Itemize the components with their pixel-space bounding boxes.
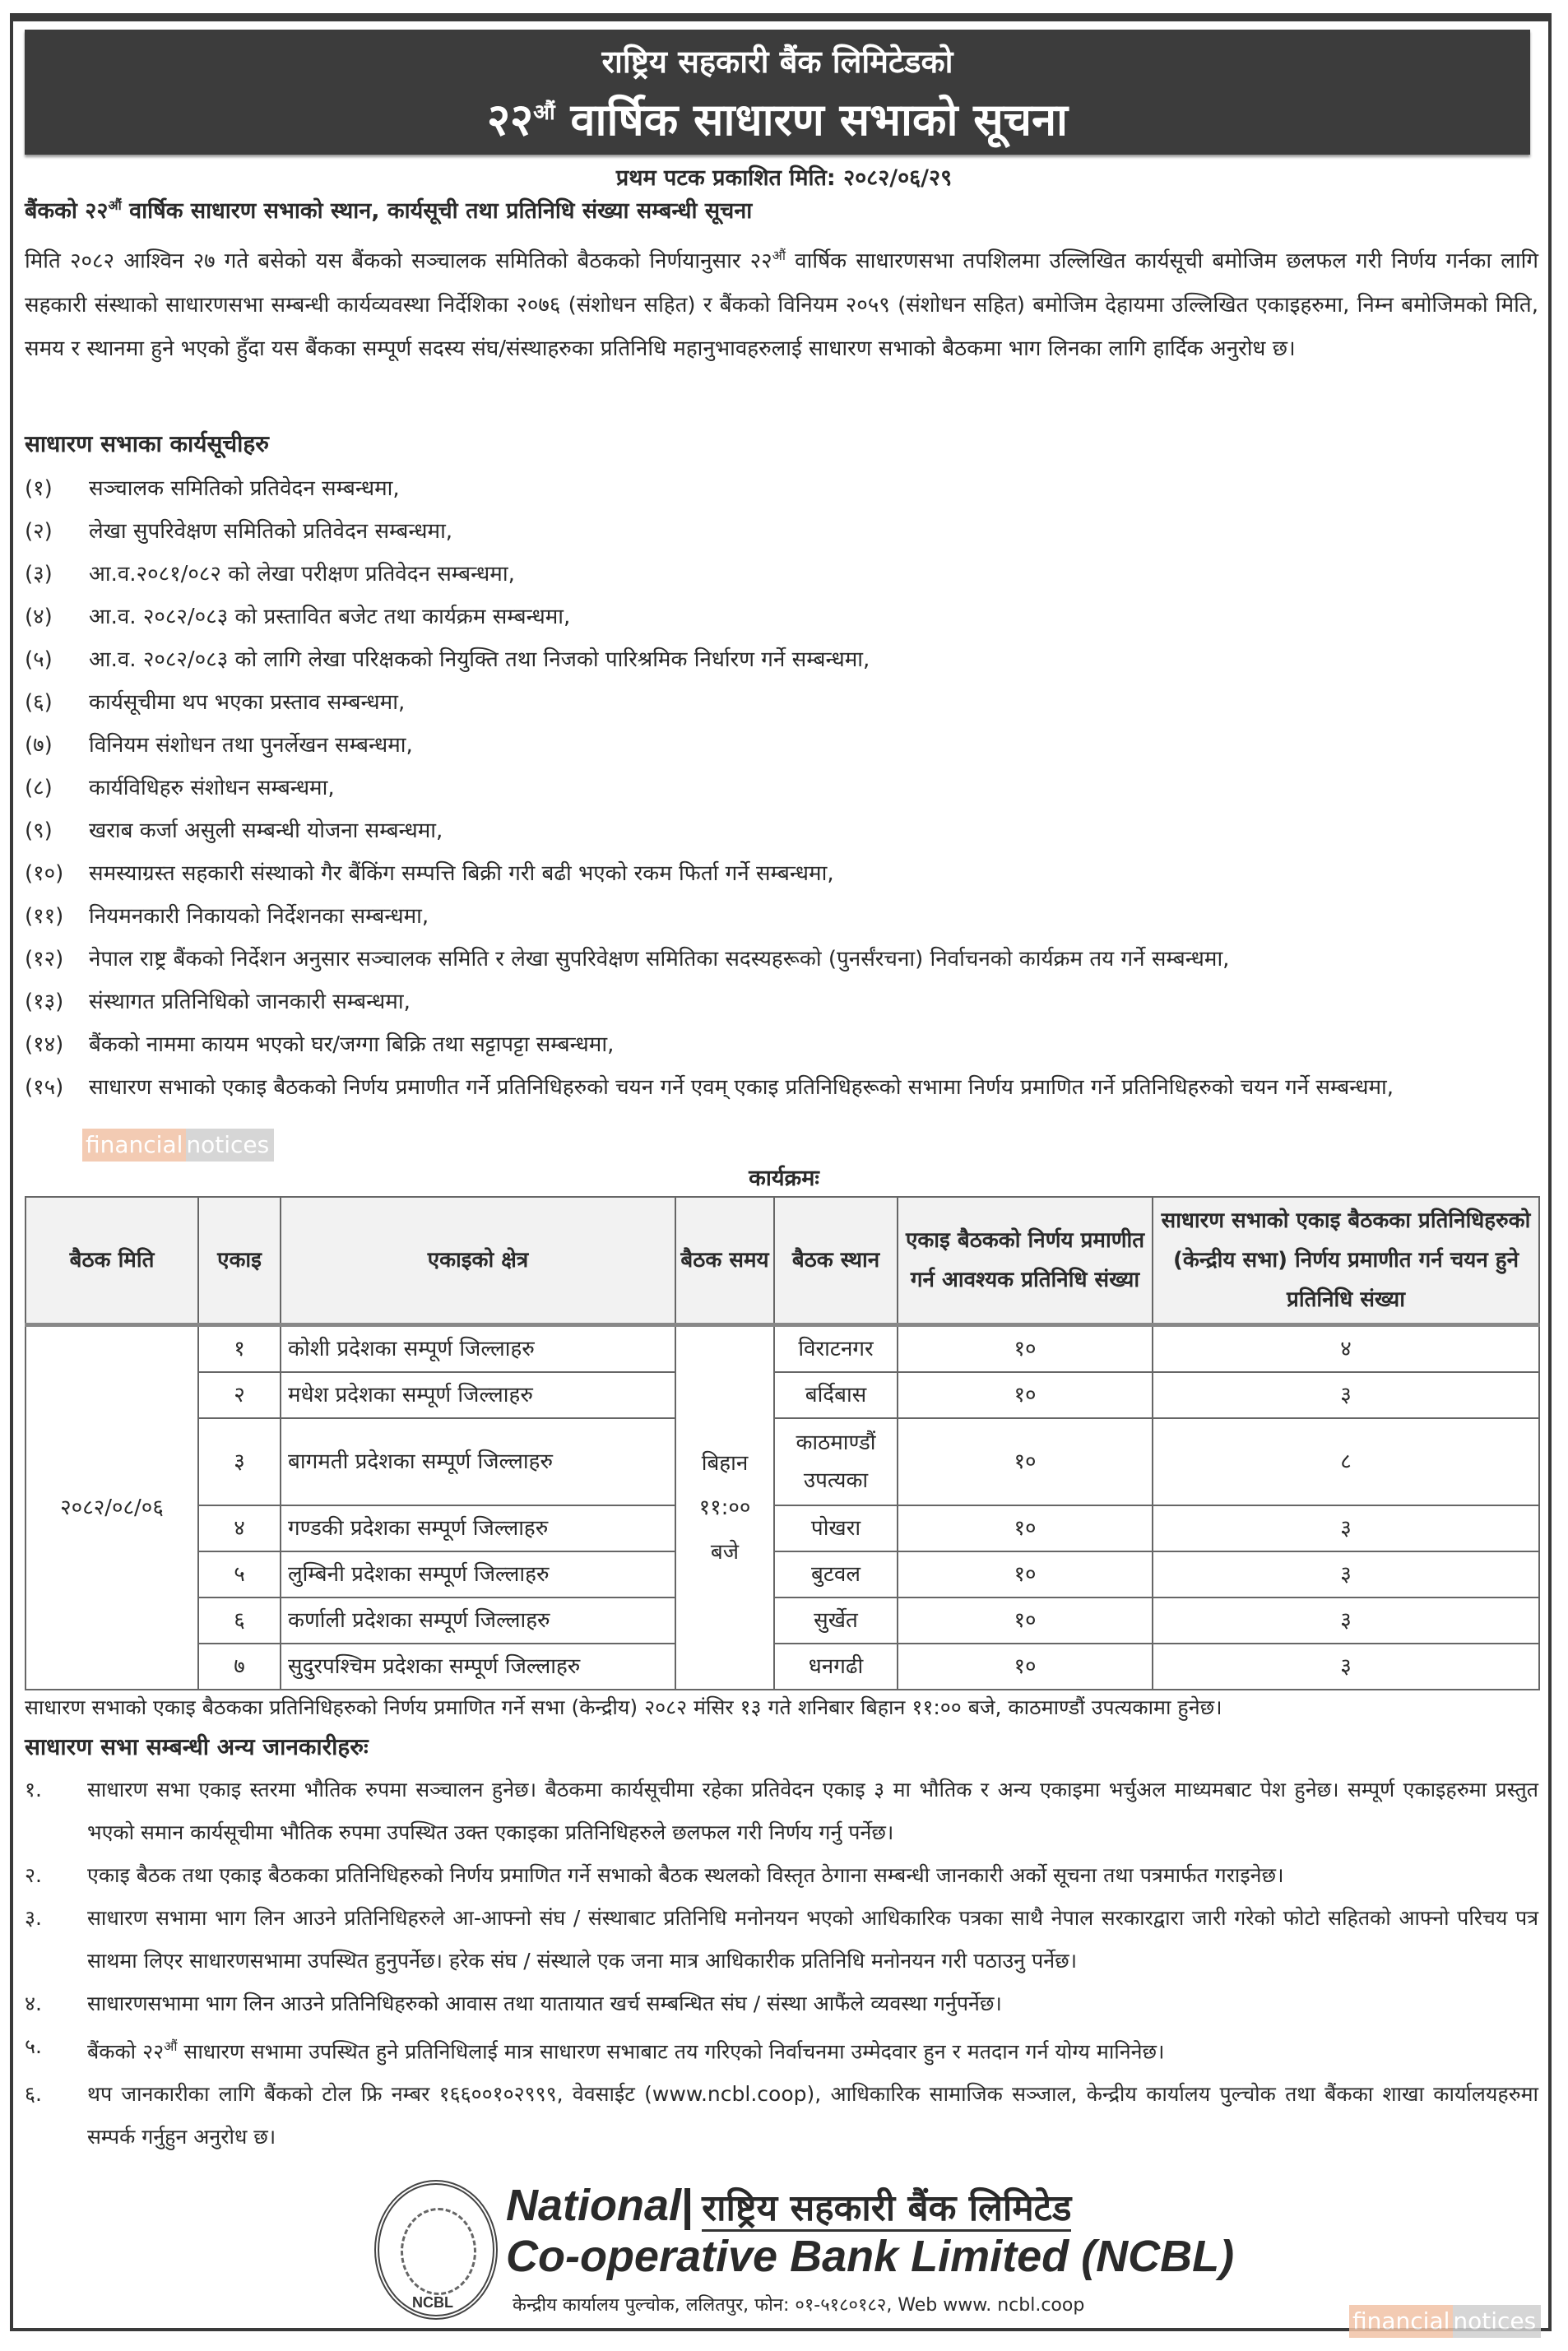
agenda-text: सञ्चालक समितिको प्रतिवेदन सम्बन्धमा, (89, 476, 400, 501)
watermark-logo (82, 1129, 274, 1162)
agenda-number: (२) (25, 519, 53, 544)
unit-cell: २ (198, 1372, 281, 1418)
agenda-text: विनियम संशोधन तथा पुनर्लेखन सम्बन्धमा, (89, 733, 413, 758)
info-text-post: साधारण सभामा उपस्थित हुने प्रतिनिधिलाई मात्र साधारण सभाबाट तय गरिएको निर्वाचनमा उम्मेदवार हुन र मतदान गर्न योग्य मानिनेछ। (177, 2039, 1165, 2064)
selected-cell: ८ (1153, 1418, 1539, 1505)
agenda-text: बैंकको नाममा कायम भएको घर/जग्गा बिक्रि तथा सट्टापट्टा सम्बन्धमा, (89, 1032, 615, 1057)
venue-cell: विराटनगर (774, 1325, 898, 1373)
agenda-list (25, 467, 1538, 1109)
agenda-text: आ.व. २०८२/०८३ को लागि लेखा परिक्षकको नियुक्ति तथा निजको पारिश्रमिक निर्धारण गर्ने सम्बन्धमा, (89, 647, 870, 672)
agenda-item (25, 638, 1538, 681)
watermark-logo-bottom (1349, 2305, 1541, 2338)
watermark-part1: financial (1349, 2305, 1453, 2338)
agenda-item (25, 1066, 1538, 1109)
table-row (26, 1372, 1539, 1418)
venue-cell: बर्दिबास (774, 1372, 898, 1418)
agenda-text: नेपाल राष्ट्र बैंकको निर्देशन अनुसार सञ्चालक समिति र लेखा सुपरिवेक्षण समितिका सदस्यहरूको (पुनर्संरचना) निर्वाचनको कार्यक्रम तय गर्ने सम्बन्धमा, (89, 947, 1230, 971)
unit-cell: ४ (198, 1505, 281, 1551)
subhead-post: वार्षिक साधारण सभाको स्थान, कार्यसूची तथा प्रतिनिधि संख्या सम्बन्धी सूचना (121, 198, 753, 224)
venue-cell: काठमाण्डौं उपत्यका (774, 1418, 898, 1505)
required-cell: १० (898, 1551, 1153, 1597)
info-text: साधारण सभामा भाग लिन आउने प्रतिनिधिहरुले आ-आफ्नो संघ / संस्थाबाट प्रतिनिधि मनोनयन भएको आधिकारिक पत्रका साथै नेपाल सरकारद्वारा जारी गरेको फोटो सहितको आफ्नो परिचय पत्र साथमा लिएर साधारणसभामा उपस्थित हुनुपर्नेछ। हरेक संघ / संस्थाले एक जना मात्र आधिकारीक प्रतिनिधि मनोनयन गरी पठाउनु पर्नेछ। (87, 1906, 1538, 1973)
schedule-title: कार्यक्रमः (749, 1166, 819, 1191)
other-info-list (25, 1769, 1538, 2159)
brand-national: National (506, 2181, 682, 2230)
table-row (26, 1597, 1539, 1644)
agenda-item (25, 852, 1538, 895)
info-text: थप जानकारीका लागि बैंकको टोल फ्रि नम्बर १६६००१०२९९९, वेवसाईट (www.ncbl.coop), आधिकारिक सामाजिक सञ्जाल, केन्द्रीय कार्यालय पुल्चोक तथा बैंकका शाखा कार्यालयहरुमा सम्पर्क गर्नुहुन अनुरोध छ। (87, 2082, 1538, 2149)
agenda-number: (८) (25, 776, 53, 800)
agenda-item (25, 724, 1538, 767)
venue-cell: धनगढी (774, 1644, 898, 1690)
info-text (87, 2025, 1538, 2073)
agenda-item (25, 809, 1538, 852)
brand-nepali-name: राष्ट्रिय सहकारी बैंक लिमिटेड (702, 2187, 1071, 2232)
selected-cell: ३ (1153, 1597, 1539, 1644)
area-cell: बागमती प्रदेशका सम्पूर्ण जिल्लाहरु (281, 1418, 675, 1505)
intro-post: वार्षिक साधारणसभा तपशिलमा उल्लिखित कार्यसूची बमोजिम छलफल गरी निर्णय गर्नका लागि सहकारी संस्थाको साधारणसभा सम्बन्धी कार्यव्यवस्था निर्देशिका २०७६ (संशोधन सहित) र बैंकको विनियम २०५९ (संशोधन सहित) बमोजिम देहायमा उल्लिखित एकाइहरुमा, निम्न बमोजिमको मिति, समय र स्थानमा हुने भएको हुँदा यस बैंकका सम्पूर्ण सदस्य संघ/संस्थाहरुका प्रतिनिधि महानुभावहरुलाई साधारण सभाको बैठकमा भाग लिनका लागि हार्दिक अनुरोध छ। (25, 248, 1538, 361)
selected-cell: ३ (1153, 1644, 1539, 1690)
info-text-sup: औं (164, 2038, 178, 2054)
watermark-part2: notices (186, 1129, 274, 1162)
notice-title-text: वार्षिक साधारण सभाको सूचना (554, 94, 1069, 146)
brand-line-1: National| राष्ट्रिय सहकारी बैंक लिमिटेड (506, 2181, 1072, 2230)
schedule-table (25, 1196, 1540, 1690)
meeting-date-cell: २०८२/०८/०६ (26, 1325, 198, 1690)
table-row (26, 1418, 1539, 1505)
subhead-pre: बैंकको २२ (25, 198, 109, 224)
info-item (25, 1854, 1538, 1897)
agenda-text: समस्याग्रस्त सहकारी संस्थाको गैर बैंकिंग सम्पत्ति बिक्री गरी बढी भएको रकम फिर्ता गर्ने सम्बन्धमा, (89, 861, 834, 886)
agenda-item (25, 767, 1538, 809)
info-item (25, 2073, 1538, 2159)
agenda-item (25, 467, 1538, 510)
info-number: ३. (25, 1906, 42, 1930)
required-cell: १० (898, 1597, 1153, 1644)
table-header-row (26, 1197, 1539, 1325)
unit-cell: १ (198, 1325, 281, 1373)
ordinal-suffix: औं (533, 100, 555, 125)
selected-cell: ३ (1153, 1372, 1539, 1418)
agenda-item (25, 1023, 1538, 1066)
area-cell: गण्डकी प्रदेशका सम्पूर्ण जिल्लाहरु (281, 1505, 675, 1551)
notice-subheading (25, 194, 752, 225)
agenda-number: (९) (25, 818, 53, 843)
agenda-text: नियमनकारी निकायको निर्देशनका सम्बन्धमा, (89, 904, 429, 929)
area-cell: सुदुरपश्चिम प्रदेशका सम्पूर्ण जिल्लाहरु (281, 1644, 675, 1690)
agenda-number: (१३) (25, 990, 64, 1014)
agenda-number: (१२) (25, 947, 64, 971)
agenda-number: (११) (25, 904, 64, 929)
agenda-number: (६) (25, 690, 53, 715)
agenda-number: (७) (25, 733, 53, 758)
info-item (25, 2025, 1538, 2073)
info-text: साधारण सभा एकाइ स्तरमा भौतिक रुपमा सञ्चालन हुनेछ। बैठकमा कार्यसूचीमा रहेका प्रतिवेदन एकाइ ३ मा भौतिक र अन्य एकाइमा भर्चुअल माध्यमबाट पेश हुनेछ। सम्पूर्ण एकाइहरुमा प्रस्तुत भएको समान कार्यसूचीमा भौतिक रुपमा उपस्थित उक्त एकाइका प्रतिनिधिहरुले छलफल गरी निर्णय गर्नु पर्नेछ। (87, 1778, 1538, 1844)
ncbl-seal-logo-icon (374, 2180, 498, 2320)
header-venue: बैठक स्थान (774, 1197, 898, 1325)
title-banner (25, 30, 1530, 155)
seal-inner-ring (401, 2208, 476, 2295)
agenda-number: (१५) (25, 1075, 64, 1100)
agenda-text: कार्यविधिहरु संशोधन सम्बन्धमा, (89, 776, 335, 800)
agenda-number: (१४) (25, 1032, 64, 1057)
table-row (26, 1505, 1539, 1551)
agenda-text: आ.व. २०८२/०८३ को प्रस्तावित बजेट तथा कार्यक्रम सम्बन्धमा, (89, 605, 571, 629)
header-area: एकाइको क्षेत्र (281, 1197, 675, 1325)
area-cell: कोशी प्रदेशका सम्पूर्ण जिल्लाहरु (281, 1325, 675, 1373)
area-cell: लुम्बिनी प्रदेशका सम्पूर्ण जिल्लाहरु (281, 1551, 675, 1597)
selected-cell: ४ (1153, 1325, 1539, 1373)
intro-pre: मिति २०८२ आश्विन २७ गते बसेको यस बैंकको सञ्चालक समितिको बैठकको निर्णयानुसार २२ (25, 248, 772, 274)
unit-cell: ३ (198, 1418, 281, 1505)
area-cell: मधेश प्रदेशका सम्पूर्ण जिल्लाहरु (281, 1372, 675, 1418)
agenda-item (25, 510, 1538, 553)
area-cell: कर्णाली प्रदेशका सम्पूर्ण जिल्लाहरु (281, 1597, 675, 1644)
agenda-title: साधारण सभाका कार्यसूचीहरु (25, 430, 270, 457)
agenda-item (25, 895, 1538, 938)
intro-sup: औं (772, 248, 786, 263)
notice-title (25, 82, 1530, 151)
watermark-part1: financial (82, 1129, 186, 1162)
info-text: साधारणसभामा भाग लिन आउने प्रतिनिधिहरुको आवास तथा यातायात खर्च सम्बन्धित संघ / संस्था आफैंले व्यवस्था गर्नुपर्नेछ। (87, 1992, 1002, 2015)
required-cell: १० (898, 1325, 1153, 1373)
required-cell: १० (898, 1372, 1153, 1418)
other-info-title: साधारण सभा सम्बन्धी अन्य जानकारीहरुः (25, 1733, 369, 1760)
agenda-item (25, 681, 1538, 724)
info-number: १. (25, 1778, 42, 1802)
table-row (26, 1644, 1539, 1690)
table-row (26, 1551, 1539, 1597)
unit-cell: ५ (198, 1551, 281, 1597)
header-unit: एकाइ (198, 1197, 281, 1325)
required-cell: १० (898, 1418, 1153, 1505)
info-item (25, 1769, 1538, 1854)
footer-address: केन्द्रीय कार्यालय पुल्चोक, ललितपुर, फोन: ०१-५१८०१८२, Web www. ncbl.coop (513, 2295, 1085, 2316)
watermark-part2: notices (1453, 2305, 1541, 2338)
agenda-text: खराब कर्जा असुली सम्बन्धी योजना सम्बन्धमा, (89, 818, 443, 843)
header-selected-reps: साधारण सभाको एकाइ बैठकका प्रतिनिधिहरुको (केन्द्रीय सभा) निर्णय प्रमाणीत गर्न चयन हुने प्रतिनिधि संख्या (1153, 1197, 1539, 1325)
venue-cell: पोखरा (774, 1505, 898, 1551)
publication-date: प्रथम पटक प्रकाशित मिति: २०८२/०६/२९ (615, 165, 953, 191)
required-cell: १० (898, 1505, 1153, 1551)
header-time: बैठक समय (675, 1197, 774, 1325)
selected-cell: ३ (1153, 1505, 1539, 1551)
bank-name-heading: राष्ट्रिय सहकारी बैंक लिमिटेडको (601, 44, 953, 80)
unit-cell: ६ (198, 1597, 281, 1644)
agenda-number: (५) (25, 647, 53, 672)
selected-cell: ३ (1153, 1551, 1539, 1597)
agenda-item (25, 553, 1538, 596)
info-number: ६. (25, 2082, 42, 2107)
header-date: बैठक मिति (26, 1197, 198, 1325)
agenda-item (25, 981, 1538, 1023)
agenda-number: (३) (25, 562, 53, 587)
agenda-number: (१) (25, 476, 53, 501)
required-cell: १० (898, 1644, 1153, 1690)
agm-number: २२ (486, 94, 534, 146)
subhead-sup: औं (108, 197, 122, 213)
intro-paragraph (25, 234, 1538, 371)
agenda-text: आ.व.२०८१/०८२ को लेखा परीक्षण प्रतिवेदन सम्बन्धमा, (89, 562, 515, 587)
info-item (25, 1982, 1538, 2025)
agenda-text: कार्यसूचीमा थप भएका प्रस्ताव सम्बन्धमा, (89, 690, 406, 715)
agenda-item (25, 938, 1538, 981)
seal-label: NCBL (412, 2294, 453, 2311)
unit-cell: ७ (198, 1644, 281, 1690)
agenda-item (25, 596, 1538, 638)
brand-line-2: Co-operative Bank Limited (NCBL) (506, 2232, 1235, 2281)
info-text-pre: बैंकको २२ (87, 2039, 165, 2064)
venue-cell: सुर्खेत (774, 1597, 898, 1644)
meeting-time-cell: बिहान ११:०० बजे (675, 1325, 774, 1690)
info-number: ४. (25, 1992, 42, 2015)
agenda-number: (१०) (25, 861, 64, 886)
venue-cell: बुटवल (774, 1551, 898, 1597)
header-required-reps: एकाइ बैठकको निर्णय प्रमाणीत गर्न आवश्यक प्रतिनिधि संख्या (898, 1197, 1153, 1325)
info-number: २. (25, 1863, 42, 1887)
agenda-text: संस्थागत प्रतिनिधिको जानकारी सम्बन्धमा, (89, 990, 411, 1014)
info-text: एकाइ बैठक तथा एकाइ बैठकका प्रतिनिधिहरुको निर्णय प्रमाणित गर्ने सभाको बैठक स्थलको विस्तृत ठेगाना सम्बन्धी जानकारी अर्को सूचना तथा पत्रमार्फत गराइनेछ। (87, 1863, 1284, 1887)
central-meeting-note: साधारण सभाको एकाइ बैठकका प्रतिनिधिहरुको निर्णय प्रमाणित गर्ने सभा (केन्द्रीय) २०८२ मंसिर १३ गते शनिबार बिहान ११:०० बजे, काठमाण्डौं उपत्यकामा हुनेछ। (25, 1695, 1222, 1719)
agenda-text: लेखा सुपरिवेक्षण समितिको प्रतिवेदन सम्बन्धमा, (89, 519, 453, 544)
info-item (25, 1897, 1538, 1982)
table-row (26, 1325, 1539, 1373)
agenda-text: साधारण सभाको एकाइ बैठकको निर्णय प्रमाणीत गर्ने प्रतिनिधिहरुको चयन गर्ने एवम् एकाइ प्रतिनिधिहरूको सभामा निर्णय प्रमाणित गर्ने प्रतिनिधिहरुको चयन गर्ने सम्बन्धमा, (89, 1075, 1394, 1100)
info-number: ५. (25, 2034, 42, 2058)
agenda-number: (४) (25, 605, 53, 629)
